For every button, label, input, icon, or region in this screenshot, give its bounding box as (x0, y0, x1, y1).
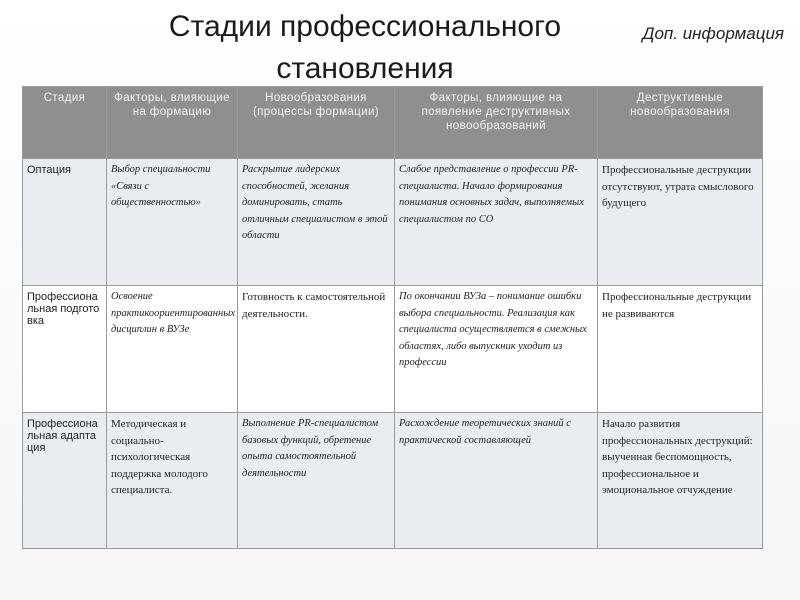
cell-destructive: Профессиональные деструкции не развиваются (598, 286, 763, 413)
slide-title: Стадии профессионального становления (168, 10, 562, 85)
header-neoformations: Новообразования (процессы формации) (238, 87, 395, 159)
cell-factors: Выбор специальности «Связи с общественностью» (107, 159, 238, 286)
table-row (23, 159, 763, 286)
cell-destructive-factors: По окончании ВУЗа – понимание ошибки выбора специальности. Реализация как специалиста осуществляется в смежных областях, либо выпускник уходит из профессии (395, 286, 598, 413)
table-row (23, 286, 763, 413)
header-factors: Факторы, влияющие на формацию (107, 87, 238, 159)
cell-destructive: Начало развития профессиональных деструкций: выученная беспомощность, профессиональное и эмоциональное отчуждение (598, 413, 763, 549)
stages-table (22, 86, 763, 549)
cell-neoformations: Выполнение PR-специалистом базовых функций, обретение опыта самостоятельной деятельности (238, 413, 395, 549)
header-stage: Стадия (23, 87, 107, 159)
cell-stage: Профессиональная подготовка (23, 286, 107, 413)
header-destructive-factors: Факторы, влияющие на появление деструктивных новообразований (395, 87, 598, 159)
cell-factors: Методическая и социально-психологическая поддержка молодого специалиста. (107, 413, 238, 549)
cell-destructive-factors: Слабое представление о профессии PR-специалиста. Начало формирования понимания основных задач, выполняемых специалистом по СО (395, 159, 598, 286)
table-row (23, 413, 763, 549)
cell-destructive-factors: Расхождение теоретических знаний с практической составляющей (395, 413, 598, 549)
cell-stage: Оптация (23, 159, 107, 286)
cell-destructive: Профессиональные деструкции отсутствуют, утрата смыслового будущего (598, 159, 763, 286)
cell-stage: Профессиональная адаптация (23, 413, 107, 549)
cell-factors: Освоение практикоориентированных дисциплин в ВУЗе (107, 286, 238, 413)
cell-neoformations: Готовность к самостоятельной деятельности. (238, 286, 395, 413)
header-destructive: Деструктивные новообразования (598, 87, 763, 159)
table-header-row (23, 87, 763, 159)
extra-info-link[interactable]: Доп. информация (642, 24, 784, 43)
cell-neoformations: Раскрытие лидерских способностей, желания доминировать, стать отличным специалистом в этой области (238, 159, 395, 286)
